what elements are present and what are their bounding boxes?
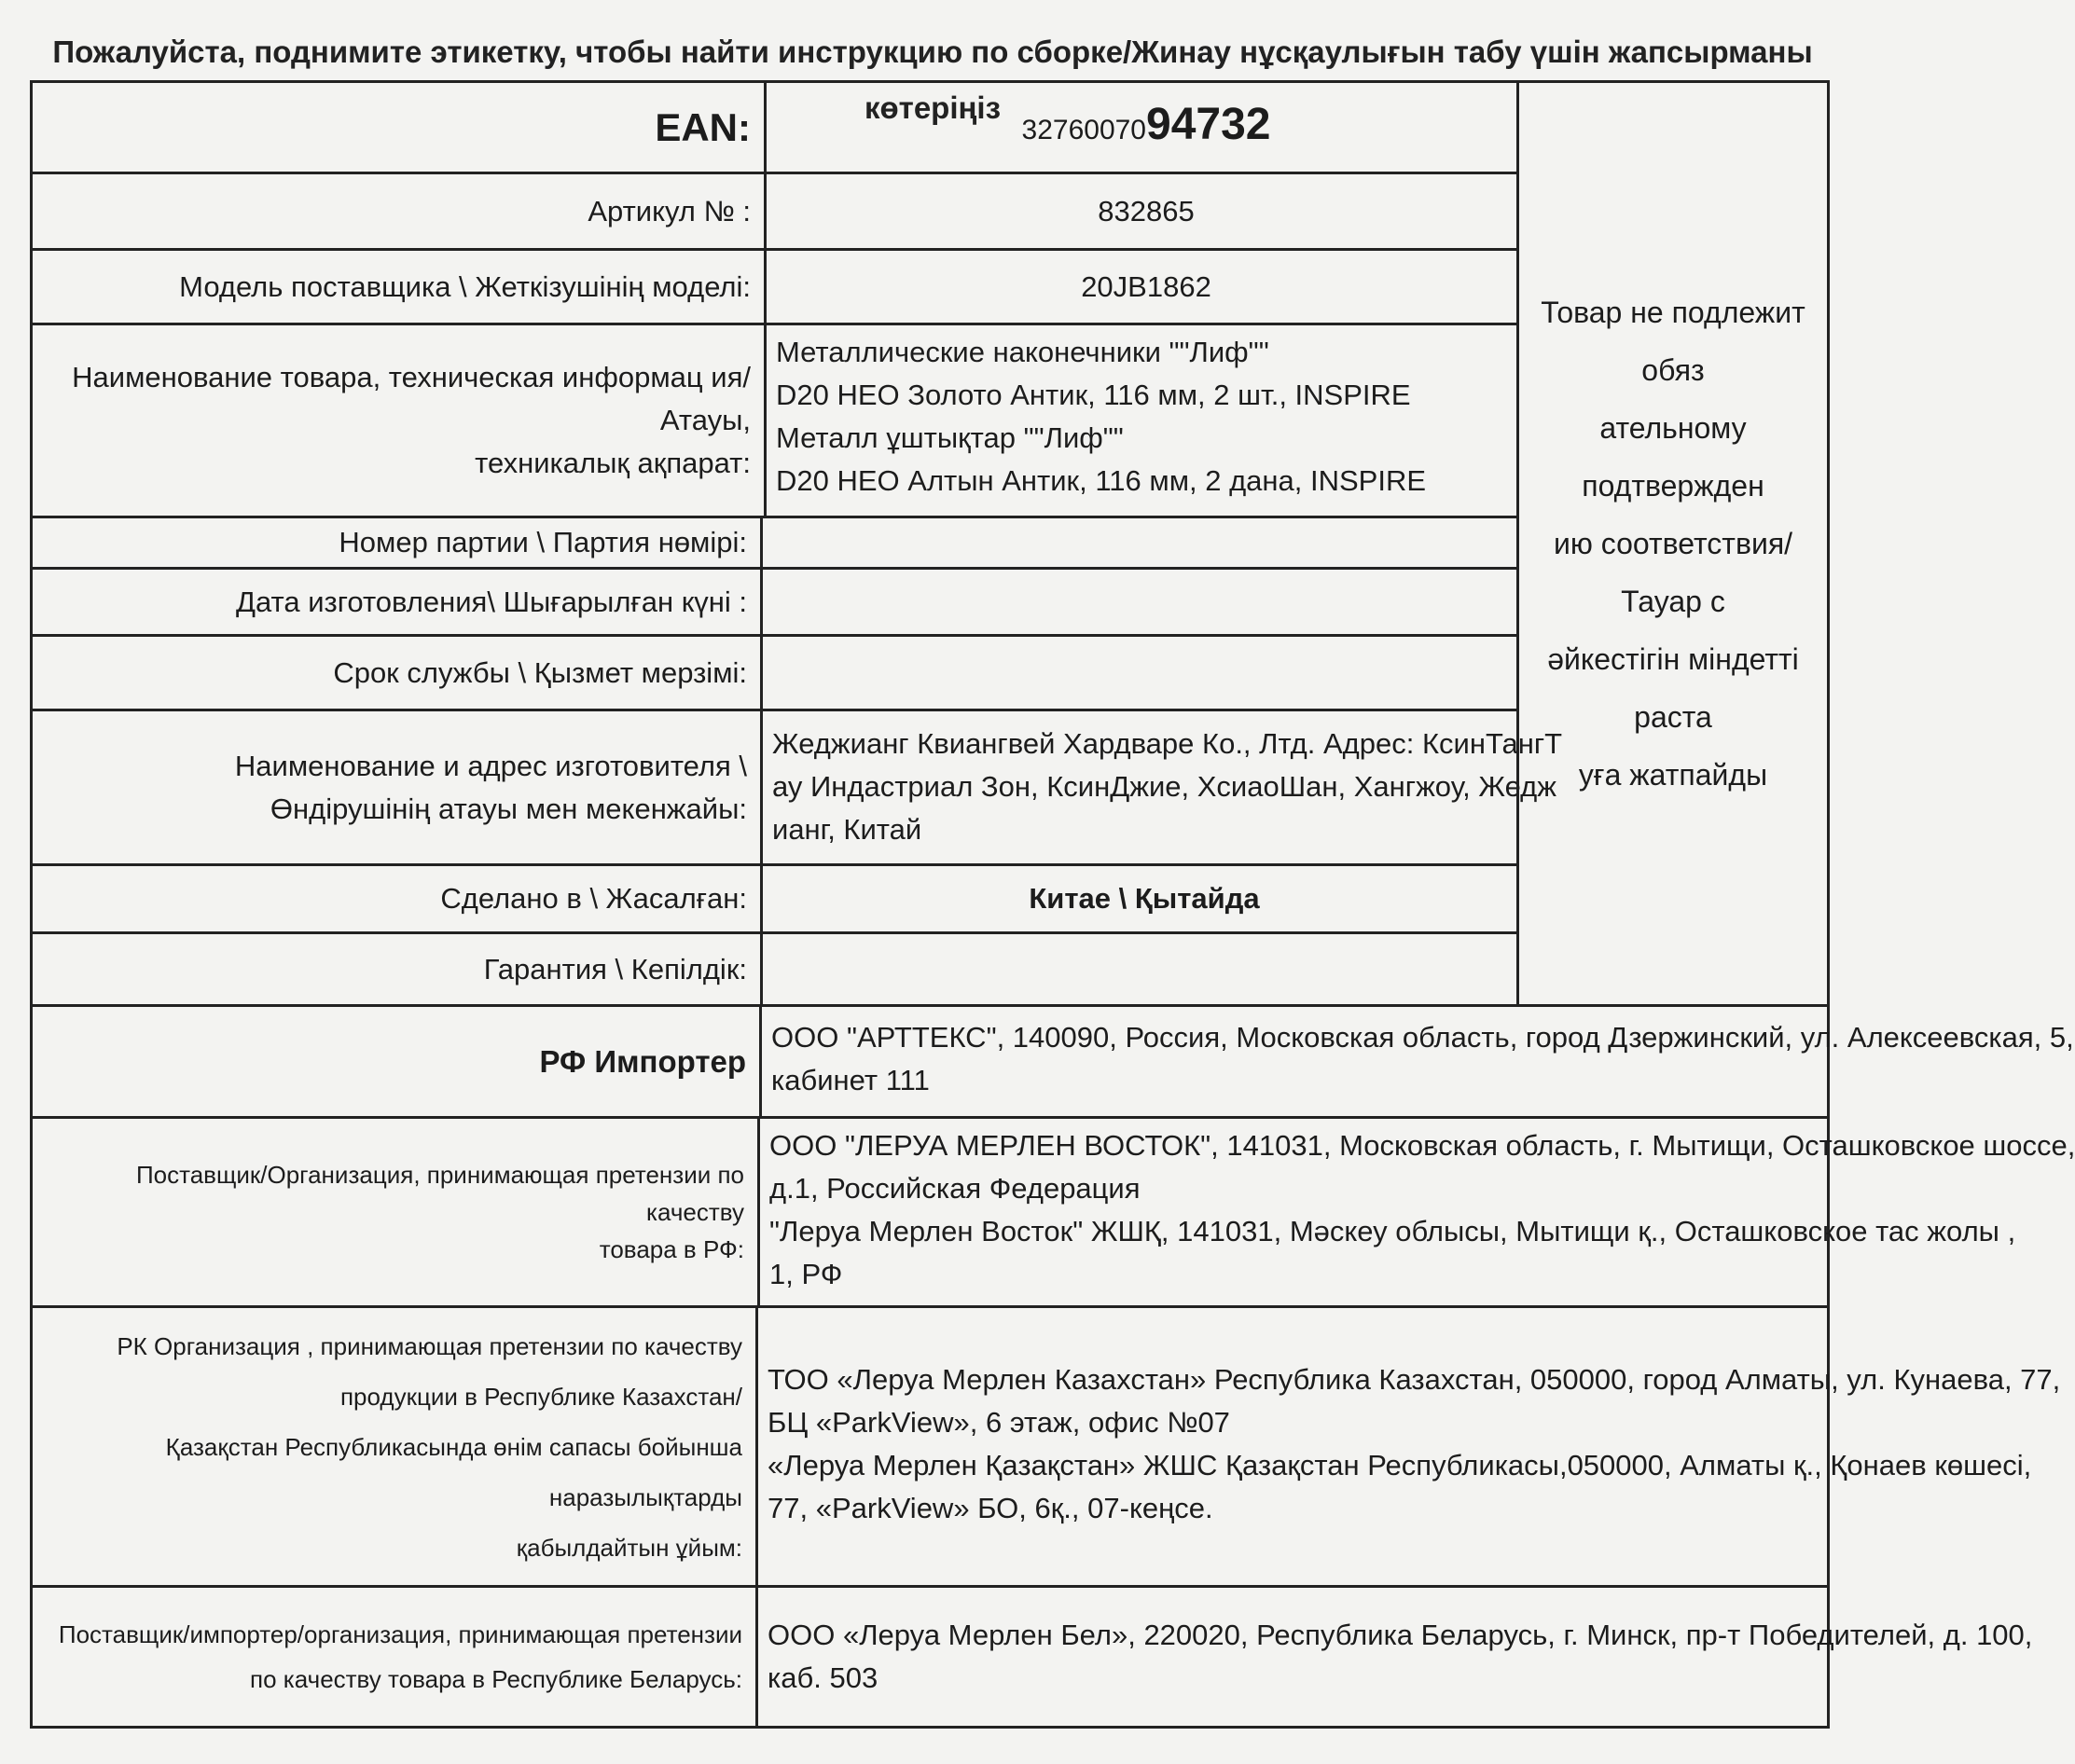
supplier-rf-value-cell bbox=[760, 1119, 2075, 1308]
conformity-notice-cell bbox=[1516, 83, 1827, 1007]
ean-prefix: 32760070 bbox=[1021, 114, 1146, 145]
manufacturer-value-cell bbox=[763, 711, 1563, 866]
importer-label-cell bbox=[33, 1007, 762, 1119]
ean-value bbox=[1021, 99, 1271, 152]
supplier-rf-line: ООО "ЛЕРУА МЕРЛЕН ВОСТОК", 141031, Московская область, г. Мытищи, Осташковское шоссе, bbox=[769, 1129, 2075, 1162]
rk-org-line: 77, «ParkView» БО, 6қ., 07-кеңсе. bbox=[768, 1492, 1213, 1524]
by-org-line: ООО «Леруа Мерлен Бел», 220020, Республика Беларусь, г. Минск, пр-т Победителей, д. 100, bbox=[768, 1619, 2033, 1651]
article-label-cell bbox=[33, 174, 767, 251]
notice-line: ательному подтвержден bbox=[1582, 411, 1764, 503]
warranty-label-cell bbox=[33, 934, 763, 1007]
service-life-label-cell bbox=[33, 637, 763, 711]
importer-value-cell bbox=[762, 1007, 2074, 1119]
product-line: D20 НЕО Алтын Антик, 116 мм, 2 дана, INSPIRE bbox=[776, 464, 1427, 497]
product-line: Металлические наконечники ""Лиф"" bbox=[776, 336, 1269, 368]
article-value-cell bbox=[767, 174, 1516, 251]
product-label-cell bbox=[33, 325, 767, 518]
model-value: 20JB1862 bbox=[1081, 269, 1211, 303]
service-life-value-cell bbox=[763, 637, 1516, 711]
product-value-cell bbox=[767, 325, 1516, 518]
article-value: 832865 bbox=[1098, 194, 1195, 227]
assembly-instruction-header: Пожалуйста, поднимите этикетку, чтобы найти инструкцию по сборке/Жинау нұсқаулығын табу үшін жапсырманы көтеріңіз bbox=[52, 34, 1813, 125]
rk-org-line: ТОО «Леруа Мерлен Казахстан» Республика Казахстан, 050000, город Алматы, ул. Кунаева, 77, bbox=[768, 1363, 2061, 1396]
manufacturer-line: ау Индастриал Зон, КсинДжие, ХсиаоШан, Хангжоу, Жедж bbox=[772, 770, 1556, 803]
model-label: Модель поставщика \ Жеткізушінің моделі: bbox=[179, 269, 751, 303]
rk-org-line: БЦ «ParkView», 6 этаж, офис №07 bbox=[768, 1406, 1230, 1439]
product-label: Наименование товара, техническая информац ия/ Атауы, техникалық ақпарат: bbox=[72, 361, 751, 479]
notice-line: уға жатпайды bbox=[1578, 758, 1768, 792]
supplier-rf-line: д.1, Российская Федерация bbox=[769, 1172, 1141, 1205]
notice-line: ию соответствия/ Тауар с bbox=[1553, 527, 1793, 618]
manufacturer-line: Жеджианг Квиангвей Хардваре Ко., Лтд. Адрес: КсинТангТ bbox=[772, 727, 1563, 760]
ean-suffix: 94732 bbox=[1146, 99, 1271, 149]
rk-org-line: «Леруа Мерлен Қазақстан» ЖШС Қазақстан Республикасы,050000, Алматы қ., Қонаев көшесі, bbox=[768, 1449, 2032, 1481]
rk-org-label: РК Организация , принимающая претензии по качеству продукции в Республике Казахстан/ Қазақстан Республикасында өнім сапасы бойынша наразылықтарды қабылдайтын ұйым: bbox=[117, 1331, 742, 1562]
supplier-rf-line: 1, РФ bbox=[769, 1258, 843, 1290]
made-in-value: Китае \ Қытайда bbox=[1029, 882, 1260, 915]
service-life-label: Срок службы \ Қызмет мерзімі: bbox=[333, 655, 747, 689]
supplier-rf-line: "Леруа Мерлен Восток" ЖШҚ, 141031, Мәскеу облысы, Мытищи қ., Осташковское тас жолы , bbox=[769, 1215, 2016, 1247]
ean-label-cell bbox=[33, 83, 767, 174]
manufacturer-label-cell bbox=[33, 711, 763, 866]
by-org-line: каб. 503 bbox=[768, 1661, 878, 1694]
conformity-notice bbox=[1529, 283, 1818, 804]
manufacture-date-label: Дата изготовления\ Шығарылған күні : bbox=[235, 585, 747, 618]
manufacture-date-label-cell bbox=[33, 570, 763, 637]
made-in-value-cell bbox=[763, 866, 1516, 934]
batch-value-cell bbox=[763, 518, 1516, 570]
by-org-label: Поставщик/импортер/организация, принимающая претензии по качеству товара в Республике Беларусь: bbox=[58, 1620, 742, 1693]
importer-line: кабинет 111 bbox=[771, 1064, 930, 1096]
rk-org-label-cell bbox=[33, 1308, 758, 1588]
manufacture-date-value-cell bbox=[763, 570, 1516, 637]
product-line: D20 НЕО Золото Антик, 116 мм, 2 шт., INSPIRE bbox=[776, 379, 1411, 411]
batch-label-cell bbox=[33, 518, 763, 570]
manufacturer-label: Наименование и адрес изготовителя \ Өндірушінің атауы мен мекенжайы: bbox=[234, 749, 747, 825]
product-line: Металл ұштықтар ""Лиф"" bbox=[776, 421, 1124, 454]
product-label-table bbox=[30, 80, 2075, 1729]
importer-label: РФ Импортер bbox=[539, 1043, 746, 1079]
rk-org-value-cell bbox=[758, 1308, 2061, 1588]
made-in-label: Сделано в \ Жасалған: bbox=[440, 882, 747, 915]
by-org-label-cell bbox=[33, 1588, 758, 1726]
notice-line: Товар не подлежит обяз bbox=[1541, 296, 1805, 387]
supplier-rf-label: Поставщик/Организация, принимающая претензии по качеству товара в РФ: bbox=[135, 1161, 744, 1263]
model-value-cell bbox=[767, 251, 1516, 325]
made-in-label-cell bbox=[33, 866, 763, 934]
ean-label: EAN: bbox=[655, 104, 751, 149]
notice-line: әйкестігін міндетті раста bbox=[1547, 642, 1799, 734]
batch-label: Номер партии \ Партия нөмірі: bbox=[339, 526, 747, 558]
by-org-value-cell bbox=[758, 1588, 2033, 1726]
article-label: Артикул № : bbox=[588, 194, 751, 227]
importer-line: ООО "АРТТЕКС", 140090, Россия, Московская область, город Дзержинский, ул. Алексеевская, 5, bbox=[771, 1021, 2074, 1054]
ean-value-cell bbox=[767, 83, 1516, 174]
warranty-label: Гарантия \ Кепілдік: bbox=[483, 952, 747, 985]
model-label-cell bbox=[33, 251, 767, 325]
warranty-value-cell bbox=[763, 934, 1516, 1007]
manufacturer-line: ианг, Китай bbox=[772, 813, 922, 846]
supplier-rf-label-cell bbox=[33, 1119, 760, 1308]
